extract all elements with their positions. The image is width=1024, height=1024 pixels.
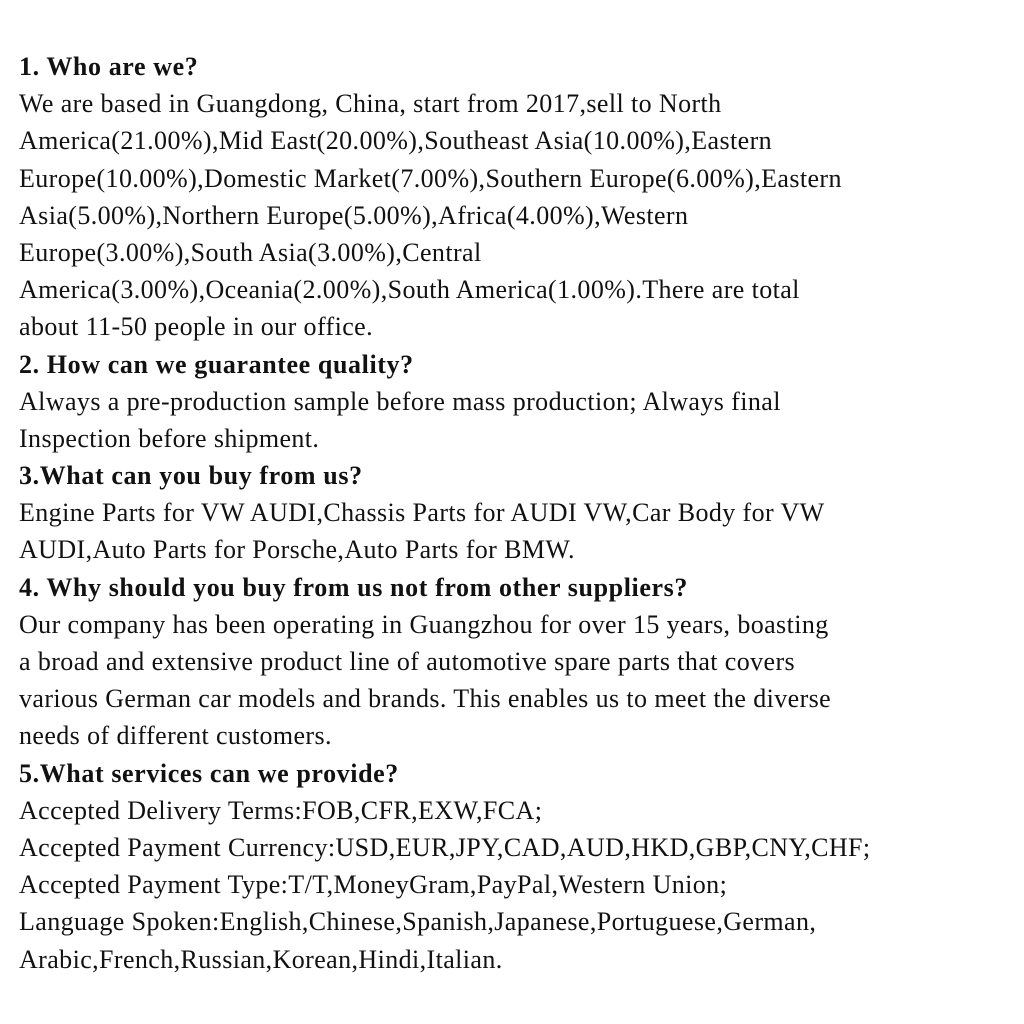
faq-section-quality xyxy=(19,346,1019,458)
answer-line: Our company has been operating in Guangzhou for over 15 years, boasting xyxy=(19,609,829,639)
answer-line: Accepted Delivery Terms:FOB,CFR,EXW,FCA; xyxy=(19,795,543,825)
faq-section-why-us xyxy=(19,569,1019,755)
answer-line: Inspection before shipment. xyxy=(19,423,320,453)
faq-section-services xyxy=(19,755,1019,978)
answer-line: AUDI,Auto Parts for Porsche,Auto Parts for BMW. xyxy=(19,535,575,565)
answer-line: We are based in Guangdong, China, start from 2017,sell to North xyxy=(19,89,722,119)
faq-section-who-are-we xyxy=(19,48,1019,346)
question-heading: 4. Why should you buy from us not from other suppliers? xyxy=(19,572,688,602)
question-heading: 1. Who are we? xyxy=(19,52,199,81)
answer-line: America(21.00%),Mid East(20.00%),Southeast Asia(10.00%),Eastern xyxy=(19,126,773,156)
answer-line: needs of different customers. xyxy=(19,721,332,751)
answer-line: about 11-50 people in our office. xyxy=(19,312,373,342)
answer-line: Europe(10.00%),Domestic Market(7.00%),Southern Europe(6.00%),Eastern xyxy=(19,163,842,193)
question-heading: 3.What can you buy from us? xyxy=(19,461,363,491)
answer-line: Europe(3.00%),South Asia(3.00%),Central xyxy=(19,237,482,267)
answer-line: a broad and extensive product line of automotive spare parts that covers xyxy=(19,647,796,676)
answer-line: Arabic,French,Russian,Korean,Hindi,Italian. xyxy=(19,944,503,974)
question-heading: 2. How can we guarantee quality? xyxy=(19,349,414,379)
question-heading: 5.What services can we provide? xyxy=(19,758,399,788)
answer-line: Asia(5.00%),Northern Europe(5.00%),Africa(4.00%),Western xyxy=(19,200,689,230)
answer-line: Engine Parts for VW AUDI,Chassis Parts for AUDI VW,Car Body for VW xyxy=(19,498,825,528)
answer-line: Language Spoken:English,Chinese,Spanish,Japanese,Portuguese,German, xyxy=(19,907,817,937)
answer-line: Accepted Payment Currency:USD,EUR,JPY,CAD,AUD,HKD,GBP,CNY,CHF; xyxy=(19,832,871,862)
answer-line: America(3.00%),Oceania(2.00%),South America(1.00%).There are total xyxy=(19,275,800,305)
answer-line: Accepted Payment Type:T/T,MoneyGram,PayPal,Western Union; xyxy=(19,870,728,900)
faq-list xyxy=(19,48,1019,978)
answer-line: various German car models and brands. This enables us to meet the diverse xyxy=(19,684,832,714)
faq-section-products xyxy=(19,457,1019,569)
answer-line: Always a pre-production sample before mass production; Always final xyxy=(19,386,781,416)
